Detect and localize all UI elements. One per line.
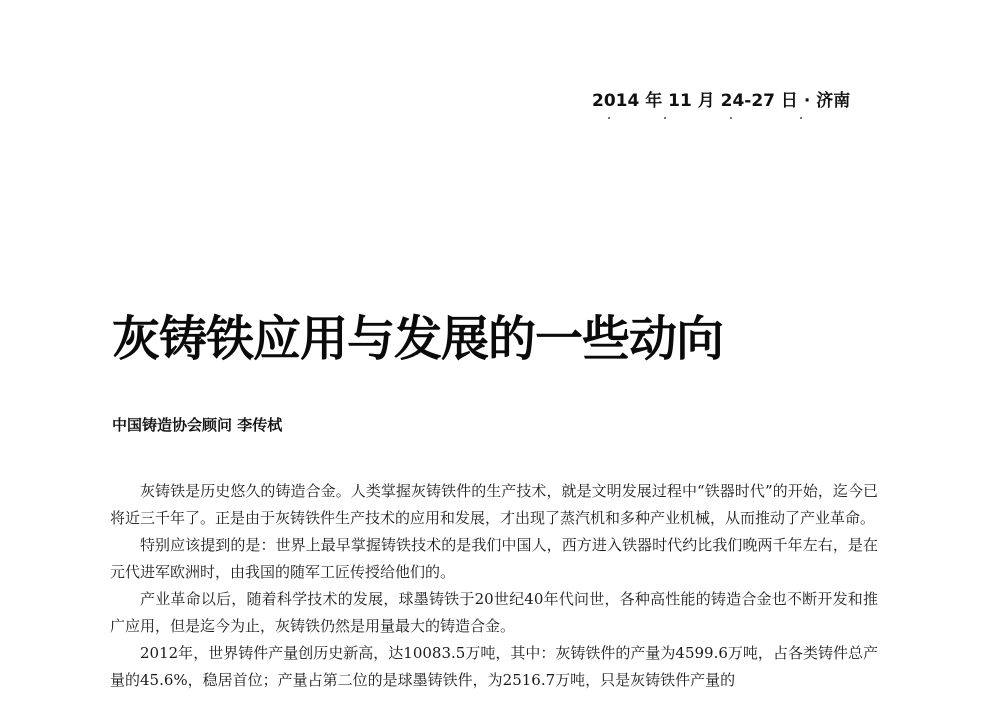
body-paragraph: 2012年，世界铸件产量创历史新高，达10083.5万吨，其中：灰铸铁件的产量为4599.6万吨，占各类铸件总产量的45.6%，稳居首位；产量占第二位的是球墨铸铁件，为2516.7万吨，只是灰铸铁件产量的 bbox=[110, 644, 878, 689]
article-title: 灰铸铁应用与发展的一些动向 bbox=[112, 311, 724, 367]
article-body bbox=[110, 478, 878, 694]
header-dots bbox=[600, 117, 840, 121]
article-author: 中国铸造协会顾问 李传栻 bbox=[112, 416, 283, 434]
conference-date-place: 2014 年 11 月 24-27 日 · 济南 bbox=[592, 91, 851, 111]
body-paragraph: 产业革命以后，随着科学技术的发展，球墨铸铁于20世纪40年代问世，各种高性能的铸造合金也不断开发和推广应用，但是迄今为止，灰铸铁仍然是用量最大的铸造合金。 bbox=[110, 590, 878, 635]
body-paragraph: 灰铸铁是历史悠久的铸造合金。人类掌握灰铸铁件的生产技术，就是文明发展过程中“铁器时代”的开始，迄今已将近三千年了。正是由于灰铸铁件生产技术的应用和发展，才出现了蒸汽机和多种产业机械，从而推动了产业革命。 bbox=[110, 482, 878, 527]
body-paragraph: 特别应该提到的是：世界上最早掌握铸铁技术的是我们中国人，西方进入铁器时代约比我们晚两千年左右，是在元代进军欧洲时，由我国的随军工匠传授给他们的。 bbox=[110, 536, 878, 581]
